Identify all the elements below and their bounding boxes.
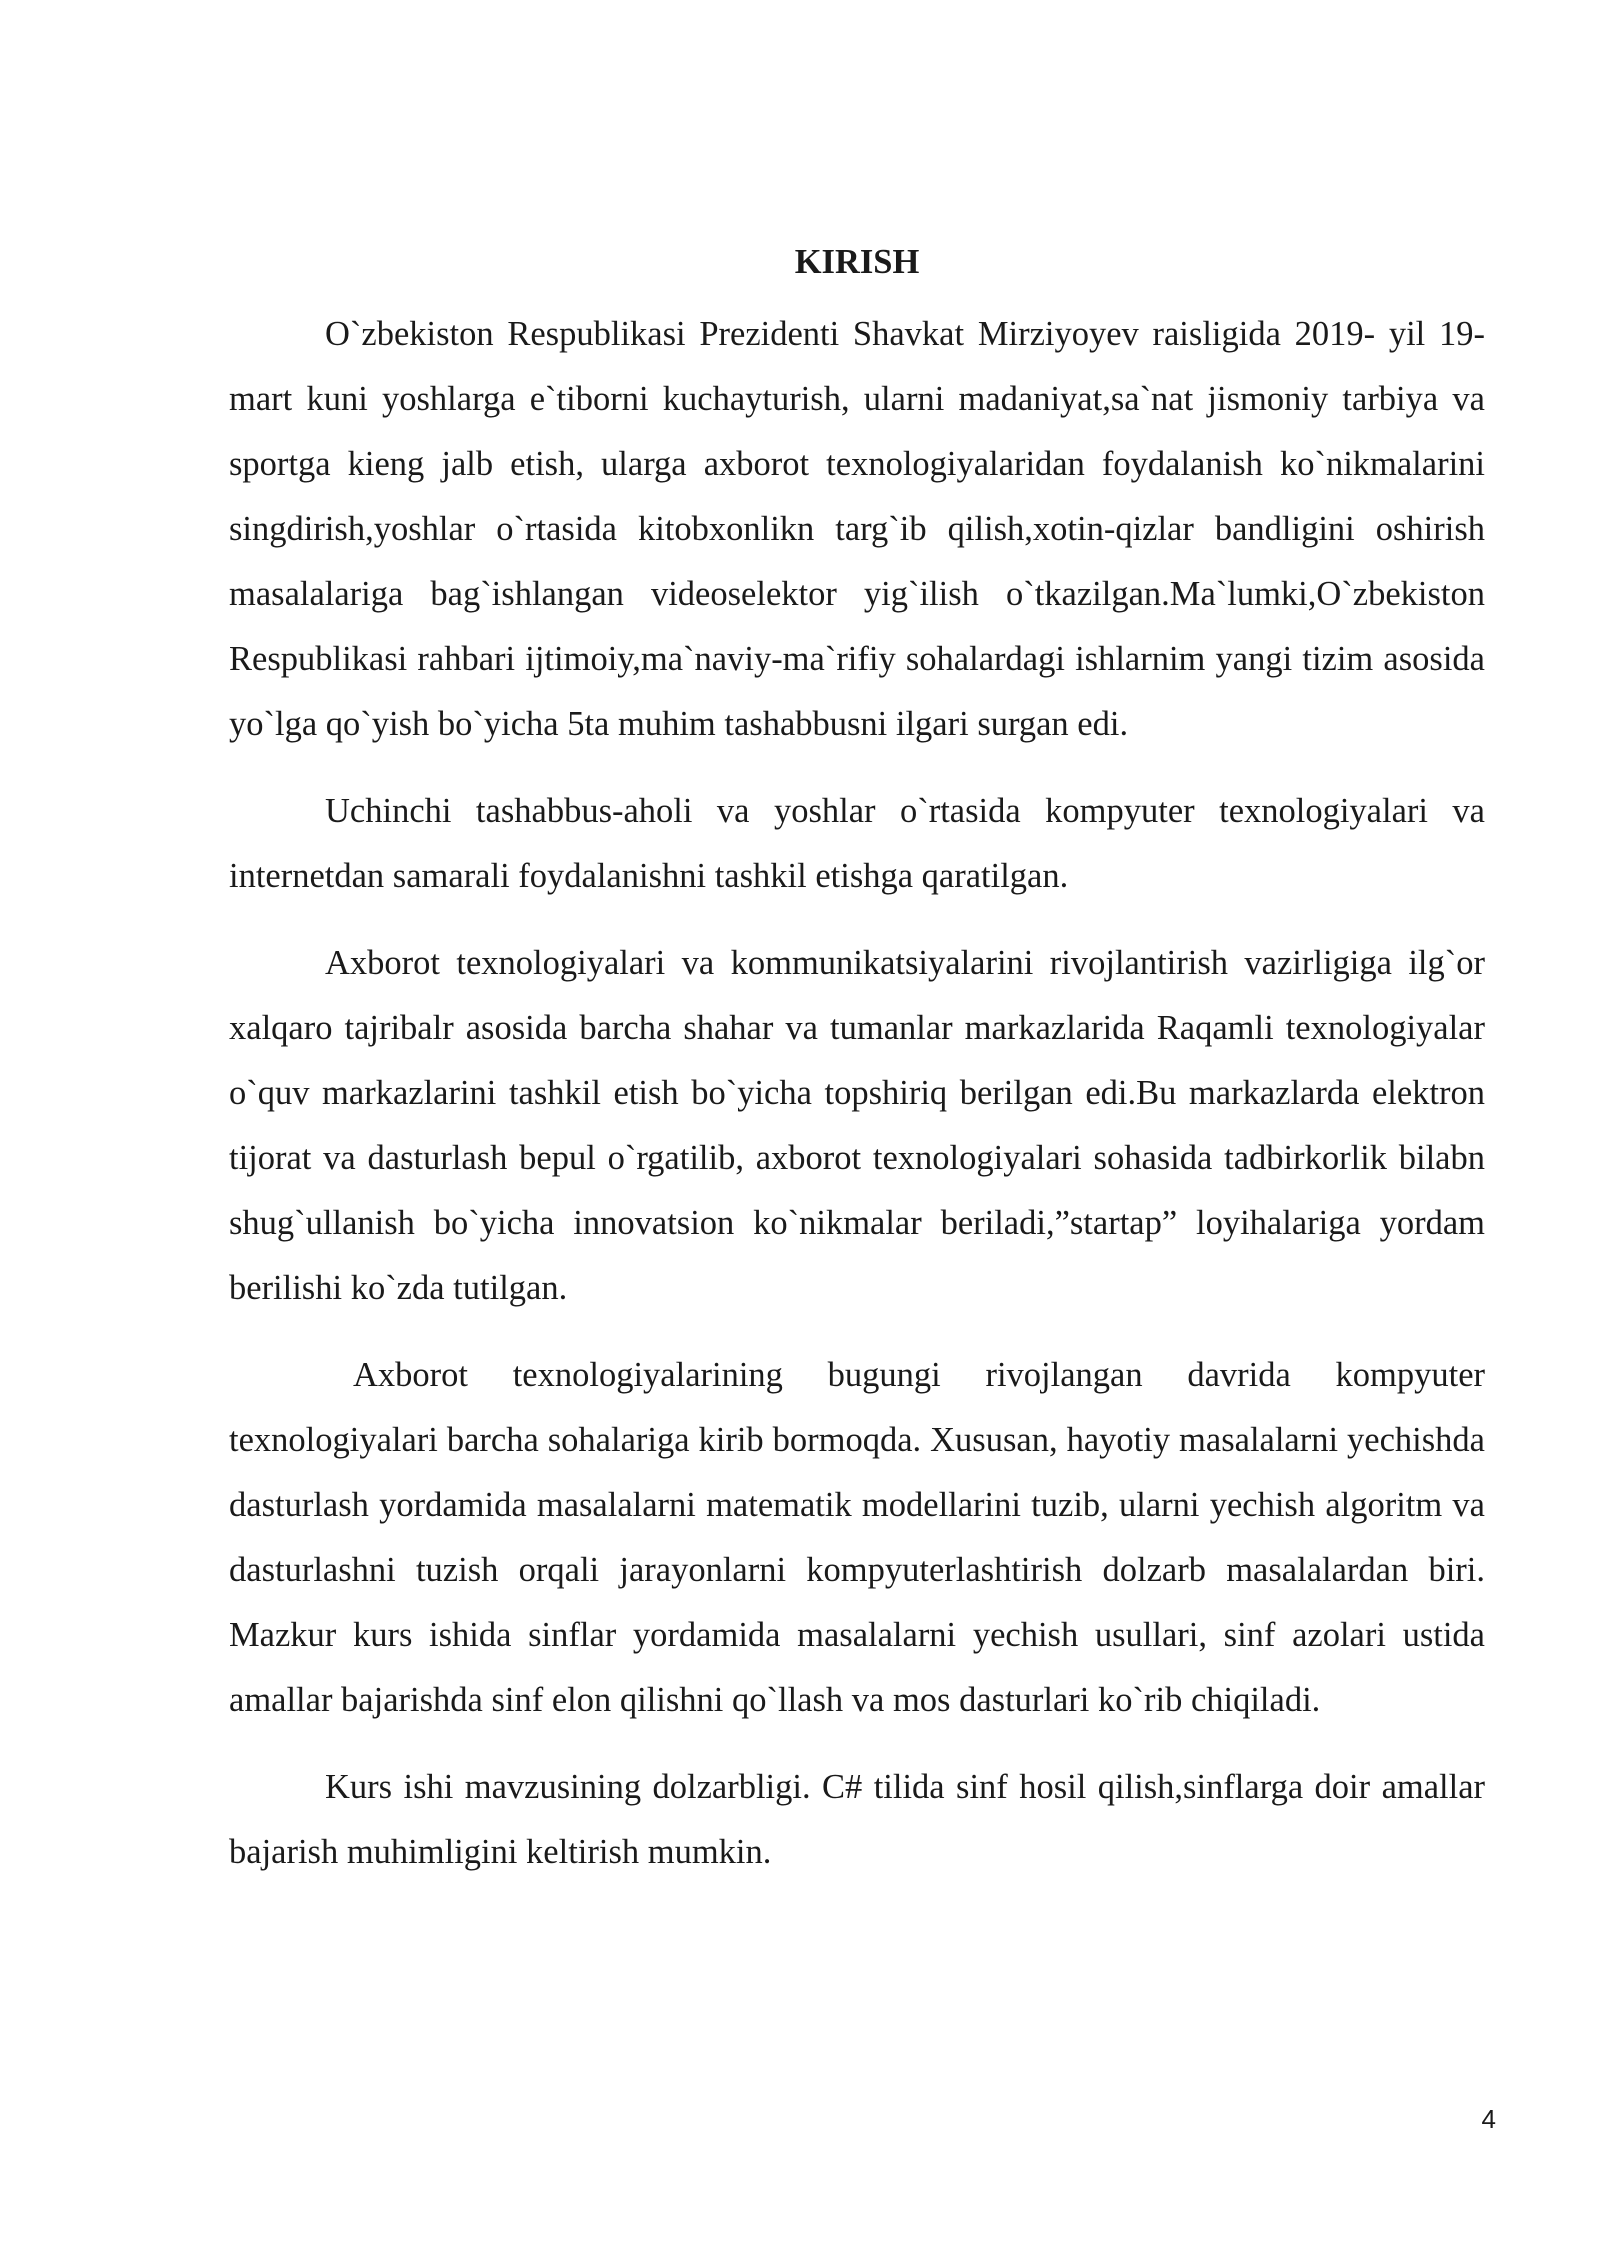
section-title: KIRISH — [794, 243, 920, 281]
paragraph-third-initiative: Uchinchi tashabbus-aholi va yoshlar o`rtasida kompyuter texnologiyalari va internetdan samarali foydalanishni tashkil etishga qaratilgan. — [229, 792, 1485, 895]
page-number: 4 — [1481, 2104, 1496, 2134]
paragraph-intro: O`zbekiston Respublikasi Prezidenti Shavkat Mirziyoyev raisligida 2019- yil 19- mart kuni yoshlarga e`tiborni kuchayturish, ularni madaniyat,sa`nat jismoniy tarbiya va sportga kieng jalb etish, ularga axborot texnologiyalaridan foydalanish ko`nikmalarini singdirish,yoshlar o`rtasida kitobxonlikn targ`ib qilish,xotin-qizlar bandligini oshirish masalalariga bag`ishlangan videoselektor yig`ilish o`tkazilgan.Ma`lumki,O`zbekiston Respublikasi rahbari ijtimoiy,ma`naviy-ma`rifiy sohalardagi ishlarnim yangi tizim asosida yo`lga qo`yish bo`yicha 5ta muhim tashabbusni ilgari surgan edi. — [229, 315, 1485, 743]
paragraph-it-development: Axborot texnologiyalarining bugungi rivojlangan davrida kompyuter texnologiyalari barcha sohalariga kirib bormoqda. Xususan, hayotiy masalalarni yechishda dasturlash yordamida masalalarni matematik modellarini tuzib, ularni yechish algoritm va dasturlashni tuzish orqali jarayonlarni kompyuterlashtirish dolzarb masalalardan biri. Mazkur kurs ishida sinflar yordamida masalalarni yechish usullari, sinf azolari ustida amallar bajarishda sinf elon qilishni qo`llash va mos dasturlari ko`rib chiqiladi. — [229, 1356, 1485, 1719]
paragraph-ministry: Axborot texnologiyalari va kommunikatsiyalarini rivojlantirish vazirligiga ilg`or xalqaro tajribalr asosida barcha shahar va tumanlar markazlarida Raqamli texnologiyalar o`quv markazlarini tashkil etish bo`yicha topshiriq berilgan edi.Bu markazlarda elektron tijorat va dasturlash bepul o`rgatilib, axborot texnologiyalari sohasida tadbirkorlik bilabn shug`ullanish bo`yicha innovatsion ko`nikmalar beriladi,”startap” loyihalariga yordam berilishi ko`zda tutilgan. — [229, 944, 1485, 1307]
document-body — [229, 234, 1485, 1885]
paragraph-relevance: Kurs ishi mavzusining dolzarbligi. C# tilida sinf hosil qilish,sinflarga doir amallar bajarish muhimligini keltirish mumkin. — [229, 1768, 1485, 1871]
